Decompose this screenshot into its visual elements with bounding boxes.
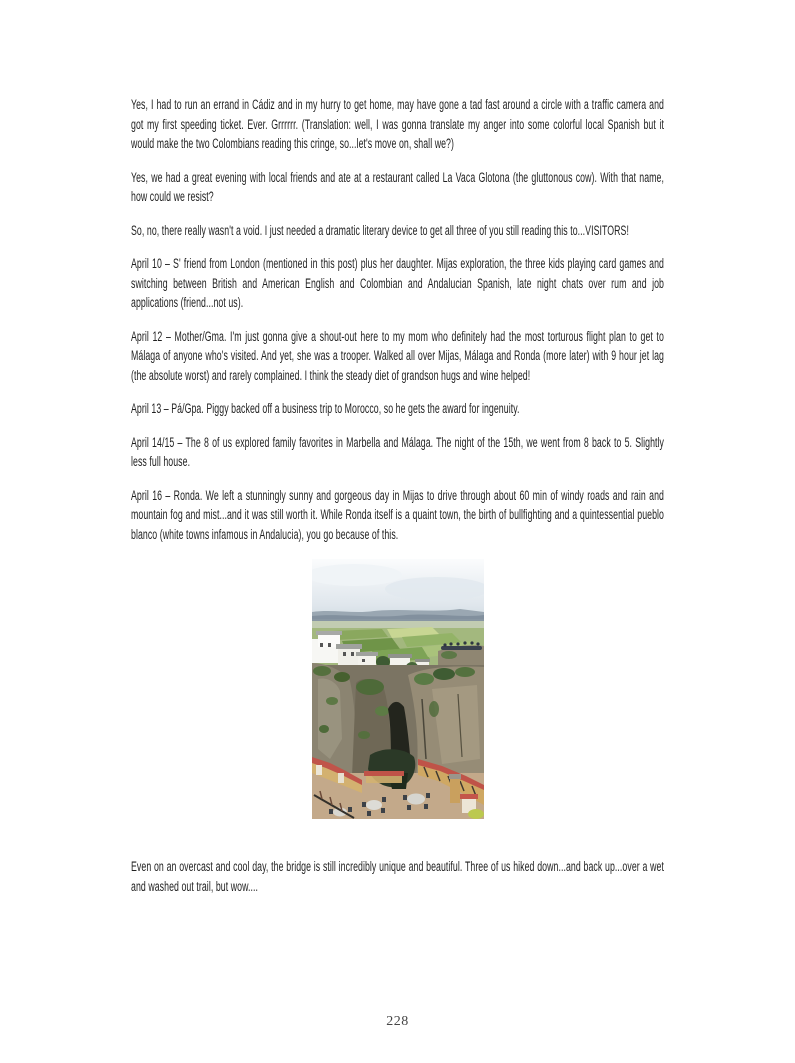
paragraph-april-10: April 10 – S' friend from London (mentioned in this post) plus her daughter. Mijas exploration, the three kids playing card games and switching between British and American English and Colombian and Andalucian Spanish, late night chats over rum and job applications (friend...not us).: [131, 256, 664, 310]
paragraph-speeding-ticket: Yes, I had to run an errand in Cádiz and in my hurry to get home, may have gone a tad fast around a circle with a traffic camera and got my first speeding ticket. Ever. Grrrrrr. (Translation: well, I was gonna translate my anger into some colorful local Spanish but it would make the two Colombians reading this cringe, so...let's move on, shall we?): [131, 97, 664, 151]
paragraph-bridge-hike: Even on an overcast and cool day, the bridge is still incredibly unique and beautiful. Three of us hiked down...and back up...over a wet and washed out trail, but wow....: [131, 859, 664, 894]
paragraph-visitors: So, no, there really wasn't a void. I just needed a dramatic literary device to get all three of you still reading this to...VISITORS!: [131, 222, 629, 238]
paragraph-april-13: April 13 – Pá/Gpa. Piggy backed off a business trip to Morocco, so he gets the award for ingenuity.: [131, 401, 520, 416]
article-body-top: [131, 95, 664, 544]
paragraph-la-vaca-glotona: Yes, we had a great evening with local friends and ate at a restaurant called La Vaca Glotona (the gluttonous cow). With that name, how could we resist?: [131, 169, 664, 204]
ronda-gorge-photo-art: [312, 559, 484, 819]
article-body-bottom: [131, 857, 664, 896]
paragraph-april-14-15: April 14/15 – The 8 of us explored family favorites in Marbella and Málaga. The night of the 15th, we went from 8 back to 5. Slightly less full house.: [131, 434, 664, 469]
paragraph-april-12: April 12 – Mother/Gma. I'm just gonna give a shout-out here to my mom who definitely had the most torturous flight plan to get to Málaga of anyone who's visited. And yet, she was a trooper. Walked all over Mijas, Málaga and Ronda (more later) with 9 hour jet lag (the absolute worst) and rarely complained. I think the steady diet of grandson hugs and wine helped!: [131, 328, 664, 383]
ronda-gorge-photo: [312, 559, 484, 819]
page-number: 228: [386, 1014, 409, 1029]
paragraph-april-16: April 16 – Ronda. We left a stunningly sunny and gorgeous day in Mijas to drive through about 60 min of windy roads and rain and mountain fog and mist...and it was still worth it. While Ronda itself is a quaint town, the birth of bullfighting and a quintessential pueblo blanco (white towns infamous in Andalucia), you go because of this.: [131, 487, 664, 542]
